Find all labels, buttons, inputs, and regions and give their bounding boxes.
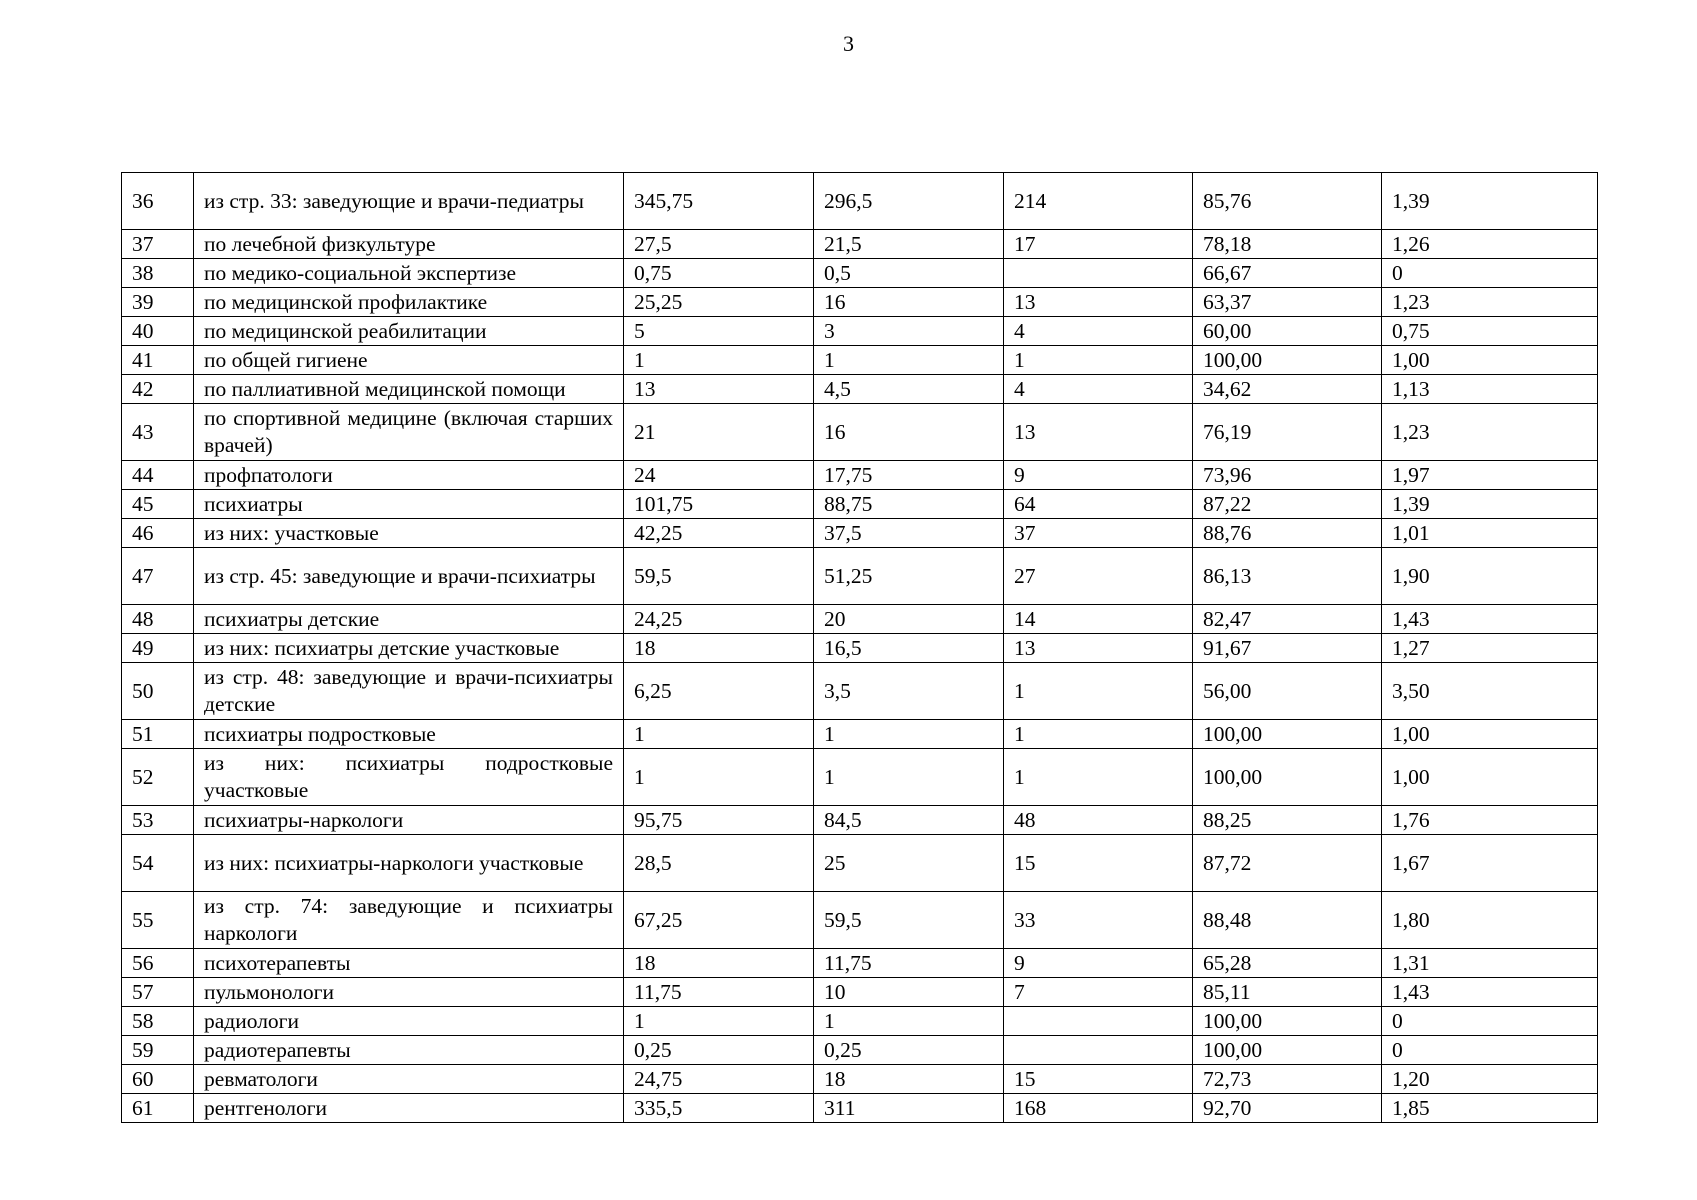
value-cell-1: 59,5 xyxy=(624,548,814,605)
value-cell-2: 16 xyxy=(814,404,1004,461)
value-cell-1: 95,75 xyxy=(624,806,814,835)
table-body xyxy=(122,173,1598,1123)
value-cell-2: 25 xyxy=(814,835,1004,892)
value-cell-2: 18 xyxy=(814,1065,1004,1094)
value-cell-2: 3,5 xyxy=(814,663,1004,720)
value-cell-3 xyxy=(1004,1007,1193,1036)
value-cell-5: 1,76 xyxy=(1382,806,1598,835)
table-row xyxy=(122,375,1598,404)
position-name-cell: радиотерапевты xyxy=(194,1036,624,1065)
value-cell-1: 24 xyxy=(624,461,814,490)
row-number-cell: 50 xyxy=(122,663,194,720)
value-cell-1: 24,25 xyxy=(624,605,814,634)
value-cell-5: 0 xyxy=(1382,259,1598,288)
value-cell-3 xyxy=(1004,259,1193,288)
value-cell-5: 1,23 xyxy=(1382,404,1598,461)
position-name-cell: радиологи xyxy=(194,1007,624,1036)
table-row xyxy=(122,892,1598,949)
page-number: 3 xyxy=(843,31,854,56)
value-cell-2: 88,75 xyxy=(814,490,1004,519)
value-cell-3: 33 xyxy=(1004,892,1193,949)
table-row xyxy=(122,663,1598,720)
value-cell-5: 0 xyxy=(1382,1007,1598,1036)
table-row xyxy=(122,749,1598,806)
position-name-cell: из них: психиатры детские участковые xyxy=(194,634,624,663)
value-cell-1: 335,5 xyxy=(624,1094,814,1123)
value-cell-5: 1,01 xyxy=(1382,519,1598,548)
position-name-cell: рентгенологи xyxy=(194,1094,624,1123)
table-row xyxy=(122,490,1598,519)
position-name-cell: ревматологи xyxy=(194,1065,624,1094)
value-cell-3: 13 xyxy=(1004,404,1193,461)
value-cell-3: 15 xyxy=(1004,1065,1193,1094)
value-cell-5: 1,00 xyxy=(1382,346,1598,375)
value-cell-4: 60,00 xyxy=(1193,317,1382,346)
row-number-cell: 38 xyxy=(122,259,194,288)
value-cell-1: 345,75 xyxy=(624,173,814,230)
value-cell-3: 1 xyxy=(1004,720,1193,749)
staffing-table xyxy=(121,172,1598,1123)
value-cell-4: 85,11 xyxy=(1193,978,1382,1007)
value-cell-4: 100,00 xyxy=(1193,1036,1382,1065)
value-cell-1: 1 xyxy=(624,1007,814,1036)
value-cell-3: 9 xyxy=(1004,461,1193,490)
position-name-cell: по спортивной медицине (включая старших врачей) xyxy=(194,404,624,461)
value-cell-4: 91,67 xyxy=(1193,634,1382,663)
value-cell-3: 4 xyxy=(1004,375,1193,404)
table-row xyxy=(122,1065,1598,1094)
value-cell-4: 100,00 xyxy=(1193,720,1382,749)
value-cell-3: 48 xyxy=(1004,806,1193,835)
position-name-cell: по медицинской реабилитации xyxy=(194,317,624,346)
value-cell-2: 1 xyxy=(814,346,1004,375)
value-cell-2: 296,5 xyxy=(814,173,1004,230)
row-number-cell: 48 xyxy=(122,605,194,634)
value-cell-2: 4,5 xyxy=(814,375,1004,404)
value-cell-2: 0,5 xyxy=(814,259,1004,288)
value-cell-2: 21,5 xyxy=(814,230,1004,259)
value-cell-2: 10 xyxy=(814,978,1004,1007)
position-name-cell: по медицинской профилактике xyxy=(194,288,624,317)
table-row xyxy=(122,259,1598,288)
position-name-cell: психиатры-наркологи xyxy=(194,806,624,835)
position-name-cell: из стр. 48: заведующие и врачи-психиатры детские xyxy=(194,663,624,720)
value-cell-4: 56,00 xyxy=(1193,663,1382,720)
value-cell-5: 1,90 xyxy=(1382,548,1598,605)
value-cell-4: 76,19 xyxy=(1193,404,1382,461)
position-name-cell: пульмонологи xyxy=(194,978,624,1007)
table-row xyxy=(122,346,1598,375)
value-cell-4: 78,18 xyxy=(1193,230,1382,259)
value-cell-3: 1 xyxy=(1004,346,1193,375)
value-cell-4: 85,76 xyxy=(1193,173,1382,230)
value-cell-1: 18 xyxy=(624,634,814,663)
value-cell-2: 51,25 xyxy=(814,548,1004,605)
value-cell-2: 11,75 xyxy=(814,949,1004,978)
table-row xyxy=(122,605,1598,634)
value-cell-1: 21 xyxy=(624,404,814,461)
value-cell-1: 27,5 xyxy=(624,230,814,259)
row-number-cell: 53 xyxy=(122,806,194,835)
table-row xyxy=(122,173,1598,230)
value-cell-4: 100,00 xyxy=(1193,749,1382,806)
value-cell-4: 86,13 xyxy=(1193,548,1382,605)
value-cell-1: 67,25 xyxy=(624,892,814,949)
value-cell-5: 1,43 xyxy=(1382,605,1598,634)
row-number-cell: 39 xyxy=(122,288,194,317)
table-row xyxy=(122,1007,1598,1036)
row-number-cell: 36 xyxy=(122,173,194,230)
value-cell-2: 1 xyxy=(814,720,1004,749)
position-name-cell: психиатры подростковые xyxy=(194,720,624,749)
value-cell-4: 66,67 xyxy=(1193,259,1382,288)
value-cell-5: 3,50 xyxy=(1382,663,1598,720)
row-number-cell: 58 xyxy=(122,1007,194,1036)
value-cell-3: 37 xyxy=(1004,519,1193,548)
value-cell-5: 1,85 xyxy=(1382,1094,1598,1123)
row-number-cell: 40 xyxy=(122,317,194,346)
value-cell-1: 42,25 xyxy=(624,519,814,548)
value-cell-3: 17 xyxy=(1004,230,1193,259)
value-cell-1: 6,25 xyxy=(624,663,814,720)
position-name-cell: из них: участковые xyxy=(194,519,624,548)
position-name-cell: из стр. 74: заведующие и психиатры наркологи xyxy=(194,892,624,949)
value-cell-5: 1,43 xyxy=(1382,978,1598,1007)
value-cell-2: 84,5 xyxy=(814,806,1004,835)
value-cell-4: 100,00 xyxy=(1193,346,1382,375)
value-cell-1: 5 xyxy=(624,317,814,346)
value-cell-1: 1 xyxy=(624,720,814,749)
table-row xyxy=(122,720,1598,749)
value-cell-3: 4 xyxy=(1004,317,1193,346)
value-cell-5: 0 xyxy=(1382,1036,1598,1065)
value-cell-1: 101,75 xyxy=(624,490,814,519)
value-cell-5: 1,39 xyxy=(1382,490,1598,519)
value-cell-4: 72,73 xyxy=(1193,1065,1382,1094)
position-name-cell: профпатологи xyxy=(194,461,624,490)
position-name-cell: по лечебной физкультуре xyxy=(194,230,624,259)
position-name-cell: из стр. 45: заведующие и врачи-психиатры xyxy=(194,548,624,605)
value-cell-4: 92,70 xyxy=(1193,1094,1382,1123)
value-cell-4: 82,47 xyxy=(1193,605,1382,634)
value-cell-2: 1 xyxy=(814,1007,1004,1036)
table-row xyxy=(122,1094,1598,1123)
value-cell-4: 34,62 xyxy=(1193,375,1382,404)
value-cell-2: 16 xyxy=(814,288,1004,317)
value-cell-5: 0,75 xyxy=(1382,317,1598,346)
value-cell-5: 1,00 xyxy=(1382,720,1598,749)
value-cell-4: 88,48 xyxy=(1193,892,1382,949)
row-number-cell: 61 xyxy=(122,1094,194,1123)
position-name-cell: психотерапевты xyxy=(194,949,624,978)
value-cell-5: 1,23 xyxy=(1382,288,1598,317)
value-cell-5: 1,20 xyxy=(1382,1065,1598,1094)
row-number-cell: 37 xyxy=(122,230,194,259)
value-cell-4: 63,37 xyxy=(1193,288,1382,317)
value-cell-3: 214 xyxy=(1004,173,1193,230)
row-number-cell: 56 xyxy=(122,949,194,978)
value-cell-4: 87,72 xyxy=(1193,835,1382,892)
row-number-cell: 52 xyxy=(122,749,194,806)
position-name-cell: из них: психиатры подростковые участковые xyxy=(194,749,624,806)
value-cell-1: 24,75 xyxy=(624,1065,814,1094)
table-row xyxy=(122,548,1598,605)
position-name-cell: по паллиативной медицинской помощи xyxy=(194,375,624,404)
value-cell-3: 1 xyxy=(1004,749,1193,806)
table-row xyxy=(122,949,1598,978)
value-cell-3: 14 xyxy=(1004,605,1193,634)
value-cell-4: 88,25 xyxy=(1193,806,1382,835)
position-name-cell: из стр. 33: заведующие и врачи-педиатры xyxy=(194,173,624,230)
row-number-cell: 57 xyxy=(122,978,194,1007)
value-cell-5: 1,00 xyxy=(1382,749,1598,806)
value-cell-2: 3 xyxy=(814,317,1004,346)
row-number-cell: 55 xyxy=(122,892,194,949)
value-cell-1: 0,25 xyxy=(624,1036,814,1065)
value-cell-1: 28,5 xyxy=(624,835,814,892)
value-cell-3: 64 xyxy=(1004,490,1193,519)
table-row xyxy=(122,317,1598,346)
value-cell-3: 1 xyxy=(1004,663,1193,720)
row-number-cell: 44 xyxy=(122,461,194,490)
value-cell-3: 7 xyxy=(1004,978,1193,1007)
value-cell-5: 1,13 xyxy=(1382,375,1598,404)
value-cell-4: 73,96 xyxy=(1193,461,1382,490)
value-cell-3: 168 xyxy=(1004,1094,1193,1123)
value-cell-5: 1,27 xyxy=(1382,634,1598,663)
row-number-cell: 46 xyxy=(122,519,194,548)
value-cell-1: 1 xyxy=(624,749,814,806)
row-number-cell: 59 xyxy=(122,1036,194,1065)
value-cell-2: 311 xyxy=(814,1094,1004,1123)
table-row xyxy=(122,1036,1598,1065)
value-cell-3: 27 xyxy=(1004,548,1193,605)
table-row xyxy=(122,978,1598,1007)
row-number-cell: 42 xyxy=(122,375,194,404)
value-cell-2: 0,25 xyxy=(814,1036,1004,1065)
value-cell-4: 65,28 xyxy=(1193,949,1382,978)
value-cell-3: 13 xyxy=(1004,634,1193,663)
value-cell-3: 13 xyxy=(1004,288,1193,317)
table-row xyxy=(122,461,1598,490)
value-cell-2: 37,5 xyxy=(814,519,1004,548)
value-cell-5: 1,80 xyxy=(1382,892,1598,949)
row-number-cell: 41 xyxy=(122,346,194,375)
row-number-cell: 43 xyxy=(122,404,194,461)
value-cell-2: 59,5 xyxy=(814,892,1004,949)
row-number-cell: 49 xyxy=(122,634,194,663)
position-name-cell: из них: психиатры-наркологи участковые xyxy=(194,835,624,892)
value-cell-5: 1,26 xyxy=(1382,230,1598,259)
value-cell-2: 17,75 xyxy=(814,461,1004,490)
value-cell-2: 1 xyxy=(814,749,1004,806)
value-cell-5: 1,31 xyxy=(1382,949,1598,978)
row-number-cell: 51 xyxy=(122,720,194,749)
table-row xyxy=(122,634,1598,663)
table-row xyxy=(122,519,1598,548)
position-name-cell: по медико-социальной экспертизе xyxy=(194,259,624,288)
value-cell-4: 88,76 xyxy=(1193,519,1382,548)
table-row xyxy=(122,404,1598,461)
value-cell-2: 16,5 xyxy=(814,634,1004,663)
position-name-cell: по общей гигиене xyxy=(194,346,624,375)
row-number-cell: 47 xyxy=(122,548,194,605)
value-cell-1: 18 xyxy=(624,949,814,978)
value-cell-3: 15 xyxy=(1004,835,1193,892)
value-cell-5: 1,67 xyxy=(1382,835,1598,892)
value-cell-2: 20 xyxy=(814,605,1004,634)
value-cell-1: 0,75 xyxy=(624,259,814,288)
table-row xyxy=(122,230,1598,259)
row-number-cell: 45 xyxy=(122,490,194,519)
value-cell-4: 100,00 xyxy=(1193,1007,1382,1036)
value-cell-1: 1 xyxy=(624,346,814,375)
table-row xyxy=(122,288,1598,317)
value-cell-1: 13 xyxy=(624,375,814,404)
row-number-cell: 54 xyxy=(122,835,194,892)
table-row xyxy=(122,806,1598,835)
value-cell-3: 9 xyxy=(1004,949,1193,978)
table-row xyxy=(122,835,1598,892)
value-cell-4: 87,22 xyxy=(1193,490,1382,519)
value-cell-3 xyxy=(1004,1036,1193,1065)
position-name-cell: психиатры детские xyxy=(194,605,624,634)
value-cell-1: 25,25 xyxy=(624,288,814,317)
position-name-cell: психиатры xyxy=(194,490,624,519)
row-number-cell: 60 xyxy=(122,1065,194,1094)
value-cell-5: 1,97 xyxy=(1382,461,1598,490)
value-cell-5: 1,39 xyxy=(1382,173,1598,230)
value-cell-1: 11,75 xyxy=(624,978,814,1007)
